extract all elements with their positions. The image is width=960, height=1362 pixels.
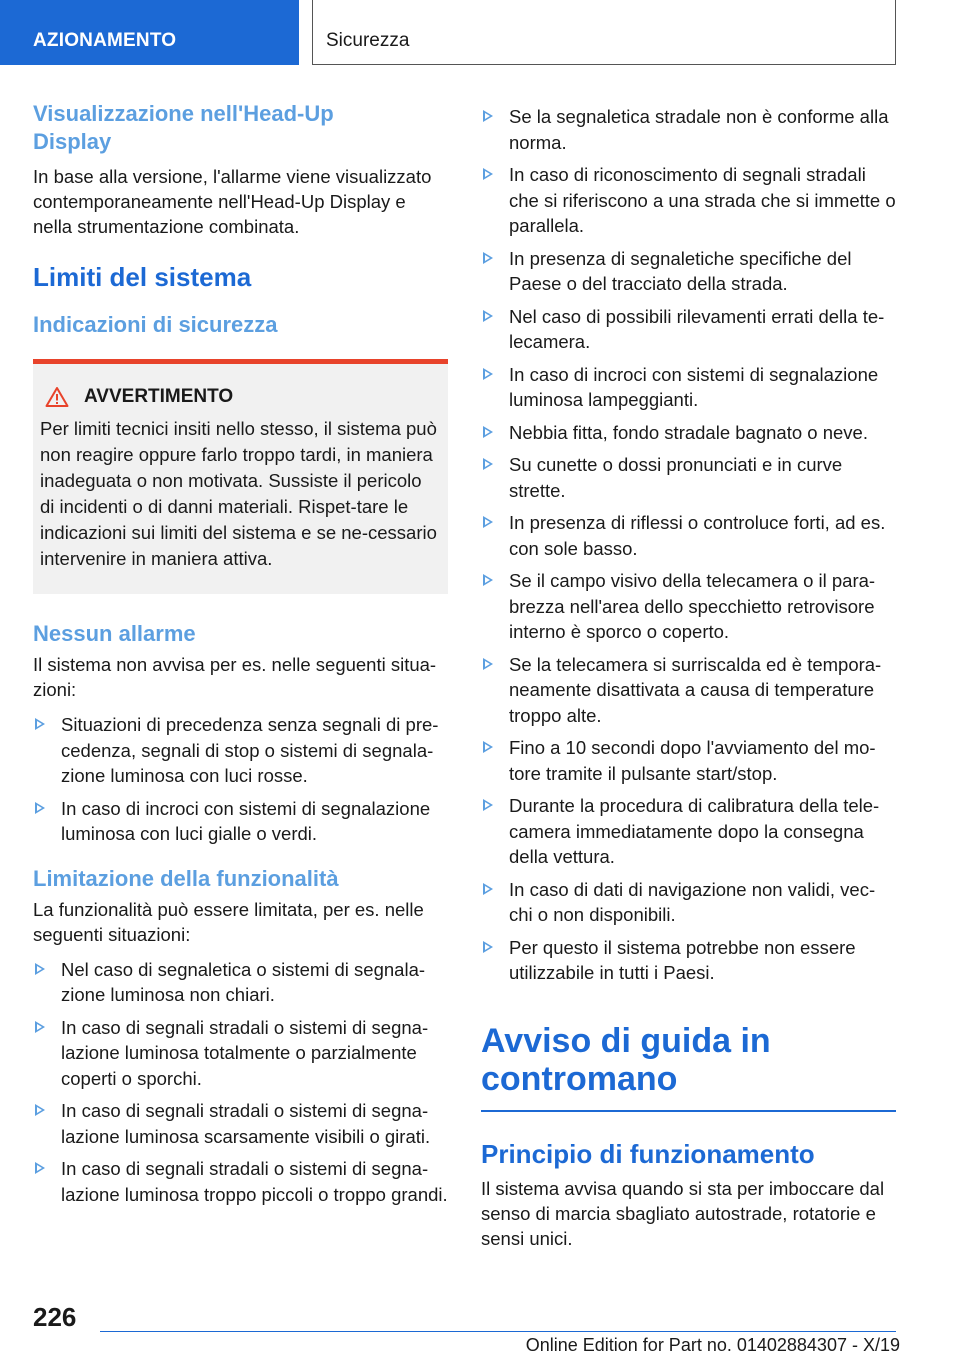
warning-header bbox=[40, 386, 440, 408]
triangle-bullet-icon bbox=[35, 1162, 45, 1174]
list-item-text: In caso di incroci con sistemi di segnalazione luminosa con luci gialle o verdi. bbox=[61, 797, 431, 844]
no-alarm-heading: Nessun allarme bbox=[33, 621, 196, 646]
triangle-bullet-icon bbox=[483, 741, 493, 753]
list-item bbox=[481, 246, 896, 297]
warning-text: Per limiti tecnici insiti nello stesso, il sistema può non reagire oppure farlo troppo tardi, in maniera inadeguata o non motivata. Sussiste il pericolo di incidenti o di danni materiali. Rispet-tare le indicazioni sui limiti del sistema e se ne-cessario intervenire in maniera attiva. bbox=[40, 418, 437, 569]
principle-heading: Principio di funzionamento bbox=[481, 1138, 815, 1169]
triangle-bullet-icon bbox=[483, 426, 493, 438]
list-item bbox=[481, 420, 896, 446]
list-item-text: Durante la procedura di calibratura della tele-camera immediatamente dopo la consegna della vettura. bbox=[509, 795, 880, 867]
list-item-text: Se il campo visivo della telecamera o il para-brezza nell'area dello specchietto retrovisore interno è sporco o coperto. bbox=[509, 570, 876, 642]
list-item bbox=[33, 712, 448, 789]
footer-rule bbox=[100, 1331, 896, 1332]
list-item bbox=[481, 304, 896, 355]
triangle-bullet-icon bbox=[483, 168, 493, 180]
hud-paragraph: In base alla versione, l'allarme viene visualizzato contemporaneamente nell'Head-Up Display e nella strumentazione combinata. bbox=[33, 166, 432, 237]
principle-paragraph: Il sistema avvisa quando si sta per imboccare dal senso di marcia sbagliato autostrade, rotatorie e sensi unici. bbox=[481, 1177, 885, 1249]
list-item bbox=[33, 1015, 448, 1092]
list-item-text: Su cunette o dossi pronunciati e in curve strette. bbox=[509, 454, 843, 501]
list-item-text: Se la segnaletica stradale non è conforme alla norma. bbox=[509, 106, 889, 153]
list-item-text: In presenza di segnaletiche specifiche del Paese o del tracciato della strada. bbox=[509, 247, 852, 294]
list-item bbox=[481, 877, 896, 928]
limitation-heading: Limitazione della funzionalità bbox=[33, 865, 339, 891]
triangle-bullet-icon bbox=[35, 718, 45, 730]
chapter-title: Sicurezza bbox=[312, 0, 896, 65]
heading-rule bbox=[481, 1110, 896, 1112]
warning-triangle-icon bbox=[40, 386, 74, 408]
list-item-text: In caso di dati di navigazione non validi, vec-chi o non disponibili. bbox=[509, 878, 876, 925]
triangle-bullet-icon bbox=[35, 1104, 45, 1116]
list-item bbox=[481, 935, 896, 986]
triangle-bullet-icon bbox=[483, 799, 493, 811]
list-item bbox=[33, 957, 448, 1008]
list-item-text: Fino a 10 secondi dopo l'avviamento del mo-tore tramite il pulsante start/stop. bbox=[509, 737, 876, 784]
list-item-text: In caso di incroci con sistemi di segnalazione luminosa lampeggianti. bbox=[509, 363, 879, 410]
triangle-bullet-icon bbox=[35, 1021, 45, 1033]
list-item bbox=[481, 362, 896, 413]
list-item bbox=[481, 652, 896, 729]
list-item-text: Situazioni di precedenza senza segnali di pre-cedenza, segnali di stop o sistemi di segnala-zione luminosa con luci rosse. bbox=[61, 714, 439, 786]
warning-label: AVVERTIMENTO bbox=[84, 386, 234, 407]
list-item-text: In caso di riconoscimento di segnali stradali che si riferiscono a una strada che si immette o parallela. bbox=[509, 164, 896, 236]
list-item bbox=[33, 1098, 448, 1149]
triangle-bullet-icon bbox=[483, 658, 493, 670]
wrong-way-heading: Avviso di guida in contromano bbox=[481, 1021, 771, 1098]
list-item-text: In presenza di riflessi o controluce forti, ad es. con sole basso. bbox=[509, 512, 886, 559]
list-item bbox=[481, 793, 896, 870]
triangle-bullet-icon bbox=[483, 110, 493, 122]
list-item-text: In caso di segnali stradali o sistemi di segna-lazione luminosa totalmente o parzialmente coperti o sporchi. bbox=[61, 1016, 429, 1089]
triangle-bullet-icon bbox=[483, 252, 493, 264]
list-item-text: Nel caso di possibili rilevamenti errati della te-lecamera. bbox=[509, 305, 885, 352]
limitation-list bbox=[33, 957, 448, 1208]
triangle-bullet-icon bbox=[35, 802, 45, 814]
list-item bbox=[481, 452, 896, 503]
list-item-text: Nel caso di segnaletica o sistemi di segnala-zione luminosa non chiari. bbox=[61, 958, 426, 1005]
right-column bbox=[481, 104, 896, 1251]
list-item-text: Nebbia fitta, fondo stradale bagnato o neve. bbox=[509, 421, 868, 443]
triangle-bullet-icon bbox=[483, 368, 493, 380]
triangle-bullet-icon bbox=[483, 516, 493, 528]
triangle-bullet-icon bbox=[483, 941, 493, 953]
limitation-paragraph: La funzionalità può essere limitata, per es. nelle seguenti situazioni: bbox=[33, 898, 424, 945]
no-alarm-list bbox=[33, 712, 448, 847]
list-item bbox=[33, 1156, 448, 1207]
safety-heading: Indicazioni di sicurezza bbox=[33, 312, 278, 337]
list-item-text: In caso di segnali stradali o sistemi di segna-lazione luminosa troppo piccoli o troppo grandi. bbox=[61, 1158, 448, 1205]
edition-text: Online Edition for Part no. 01402884307 - X/19 bbox=[525, 1335, 900, 1355]
no-alarm-paragraph: Il sistema non avvisa per es. nelle seguenti situa-zioni: bbox=[33, 654, 437, 700]
triangle-bullet-icon bbox=[483, 574, 493, 586]
triangle-bullet-icon bbox=[483, 883, 493, 895]
list-item bbox=[481, 568, 896, 645]
list-item-text: Se la telecamera si surriscalda ed è tempora-neamente disattivata a causa di temperature troppo alte. bbox=[509, 653, 882, 726]
list-item bbox=[481, 735, 896, 786]
hud-heading: Visualizzazione nell'Head-Up Display bbox=[33, 101, 334, 154]
page-number: 226 bbox=[33, 1302, 77, 1332]
list-item-text: Per questo il sistema potrebbe non essere utilizzabile in tutti i Paesi. bbox=[509, 936, 856, 983]
list-item bbox=[33, 796, 448, 847]
right-list bbox=[481, 104, 896, 986]
section-tab: AZIONAMENTO bbox=[0, 0, 299, 65]
triangle-bullet-icon bbox=[483, 310, 493, 322]
list-item bbox=[481, 104, 896, 155]
triangle-bullet-icon bbox=[483, 458, 493, 470]
left-column bbox=[33, 100, 448, 1214]
warning-box bbox=[33, 359, 448, 594]
list-item-text: In caso di segnali stradali o sistemi di segna-lazione luminosa scarsamente visibili o girati. bbox=[61, 1100, 431, 1147]
triangle-bullet-icon bbox=[35, 963, 45, 975]
limits-heading: Limiti del sistema bbox=[33, 262, 252, 292]
list-item bbox=[481, 510, 896, 561]
list-item bbox=[481, 162, 896, 239]
